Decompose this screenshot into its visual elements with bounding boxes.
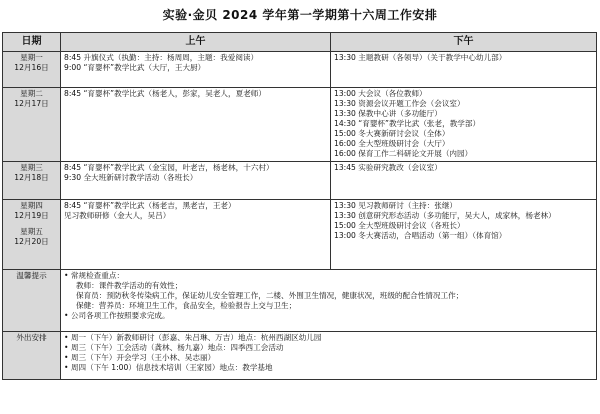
schedule-item: 16:00 全大型班级研讨会（大厅） bbox=[334, 139, 450, 148]
afternoon-cell bbox=[331, 88, 597, 162]
schedule-item: 见习教师研修（金大人，吴吕） bbox=[64, 211, 171, 220]
schedule-item: 16:00 保育工作二科研论文开展（内园） bbox=[334, 149, 473, 158]
schedule-item: 8:45 “育婴杯”教学比武（杨老人，彭家，吴老人，夏老师） bbox=[64, 89, 266, 98]
table-row bbox=[3, 88, 597, 162]
outing-line: • 周一（下午）新教师研讨（彭嘉、朱吕琳、万吉）地点：杭州西湖区幼儿园 bbox=[64, 333, 322, 342]
notice-line: 保健：营养员：环境卫生工作，食品安全，检验报告上交与卫生； bbox=[76, 301, 297, 310]
morning-cell bbox=[61, 162, 331, 200]
afternoon-cell bbox=[331, 200, 597, 270]
schedule-item: 9:30 全大班新研讨教学活动（各班长） bbox=[64, 173, 198, 182]
morning-cell bbox=[61, 52, 331, 88]
schedule-item: 9:00 “育婴杯”教学比武（大厅，王大厨） bbox=[64, 63, 206, 72]
day-cell bbox=[3, 52, 61, 88]
table-row bbox=[3, 52, 597, 88]
afternoon-cell bbox=[331, 162, 597, 200]
date-label: 12月18日 bbox=[14, 173, 49, 182]
notice-row bbox=[3, 270, 597, 332]
header-period: 日期 bbox=[3, 33, 61, 52]
schedule-item: 13:30 主题教研（各领导）（关于教学中心幼儿部） bbox=[334, 53, 507, 62]
weekday-label: 星期一 bbox=[20, 53, 43, 62]
table-row bbox=[3, 200, 597, 270]
date-label: 12月20日 bbox=[14, 237, 49, 246]
schedule-item: 8:45 “育婴杯”教学比武（金宝园，叶老吉，杨老林，十六村） bbox=[64, 163, 274, 172]
weekday-label: 星期二 bbox=[20, 89, 43, 98]
weekday-label: 星期四 bbox=[20, 201, 43, 210]
schedule-item: 15:00 全大型班级研讨会议（各班长） bbox=[334, 221, 465, 230]
notice-line: 教师：课件教学活动的有效性； bbox=[76, 281, 183, 290]
schedule-item: 13:30 创意研究形态活动（多功能厅，吴大人，成家林，杨老林） bbox=[334, 211, 556, 220]
schedule-item: 13:30 资源会议开题工作会（会议室） bbox=[334, 99, 465, 108]
notice-line: 保育员：预防秋冬传染病工作，保证幼儿安全管理工作，二楼、外围卫生情况，健康状况，班级的配合性情况工作； bbox=[76, 291, 464, 300]
outing-line: • 周四（下午 1:00）信息技术培训（王家园）地点：教学基地 bbox=[64, 363, 273, 372]
schedule-item: 13:45 实验研究教改（会议室） bbox=[334, 163, 442, 172]
outing-line: • 周三（下午）开会学习（王小林、吴志丽） bbox=[64, 353, 216, 362]
schedule-item: 14:30 “育婴杯”教学比武（张老，教学部） bbox=[334, 119, 481, 128]
afternoon-cell bbox=[331, 52, 597, 88]
schedule-item: 13:30 见习教师研讨（主持：张继） bbox=[334, 201, 458, 210]
schedule-item: 13:00 冬大赛活动，合唱活动（第一组）（体育馆） bbox=[334, 231, 507, 240]
header-morning: 上午 bbox=[61, 33, 331, 52]
day-cell bbox=[3, 200, 61, 270]
day-cell bbox=[3, 162, 61, 200]
schedule-item: 8:45 升旗仪式（执勤：主持：杨周周，主题：我爱阅读） bbox=[64, 53, 259, 62]
morning-cell bbox=[61, 88, 331, 162]
schedule-item: 13:00 大会议（各位教师） bbox=[334, 89, 427, 98]
notice-cell bbox=[61, 270, 597, 332]
header-row bbox=[3, 33, 597, 52]
notice-line: • 公司各项工作按照要求完成。 bbox=[64, 311, 170, 320]
weekday-label: 星期三 bbox=[20, 163, 43, 172]
schedule-item: 15:00 冬大赛新研讨会议（全体） bbox=[334, 129, 450, 138]
day-cell bbox=[3, 88, 61, 162]
notice-label: 温馨提示 bbox=[3, 270, 61, 332]
page-title: 实验·金贝 2024 学年第一学期第十六周工作安排 bbox=[162, 8, 438, 22]
table-row bbox=[3, 162, 597, 200]
outing-row bbox=[3, 332, 597, 380]
header-afternoon: 下午 bbox=[331, 33, 597, 52]
date-label: 12月16日 bbox=[14, 63, 49, 72]
schedule-item: 8:45 “育婴杯”教学比武（杨老吉，黑老吉，王老） bbox=[64, 201, 236, 210]
schedule-table bbox=[2, 32, 597, 380]
morning-cell bbox=[61, 200, 331, 270]
date-label: 12月19日 bbox=[14, 211, 49, 220]
weekday-label: 星期五 bbox=[20, 227, 43, 236]
outing-line: • 周三（下午）工会活动（龚林、杨九嘉）地点：四季西工会活动 bbox=[64, 343, 284, 352]
date-label: 12月17日 bbox=[14, 99, 49, 108]
outing-label: 外出安排 bbox=[3, 332, 61, 380]
notice-line: • 常规检查重点： bbox=[64, 271, 125, 280]
outing-cell bbox=[61, 332, 597, 380]
schedule-item: 13:30 保教中心讲（多功能厅） bbox=[334, 109, 442, 118]
